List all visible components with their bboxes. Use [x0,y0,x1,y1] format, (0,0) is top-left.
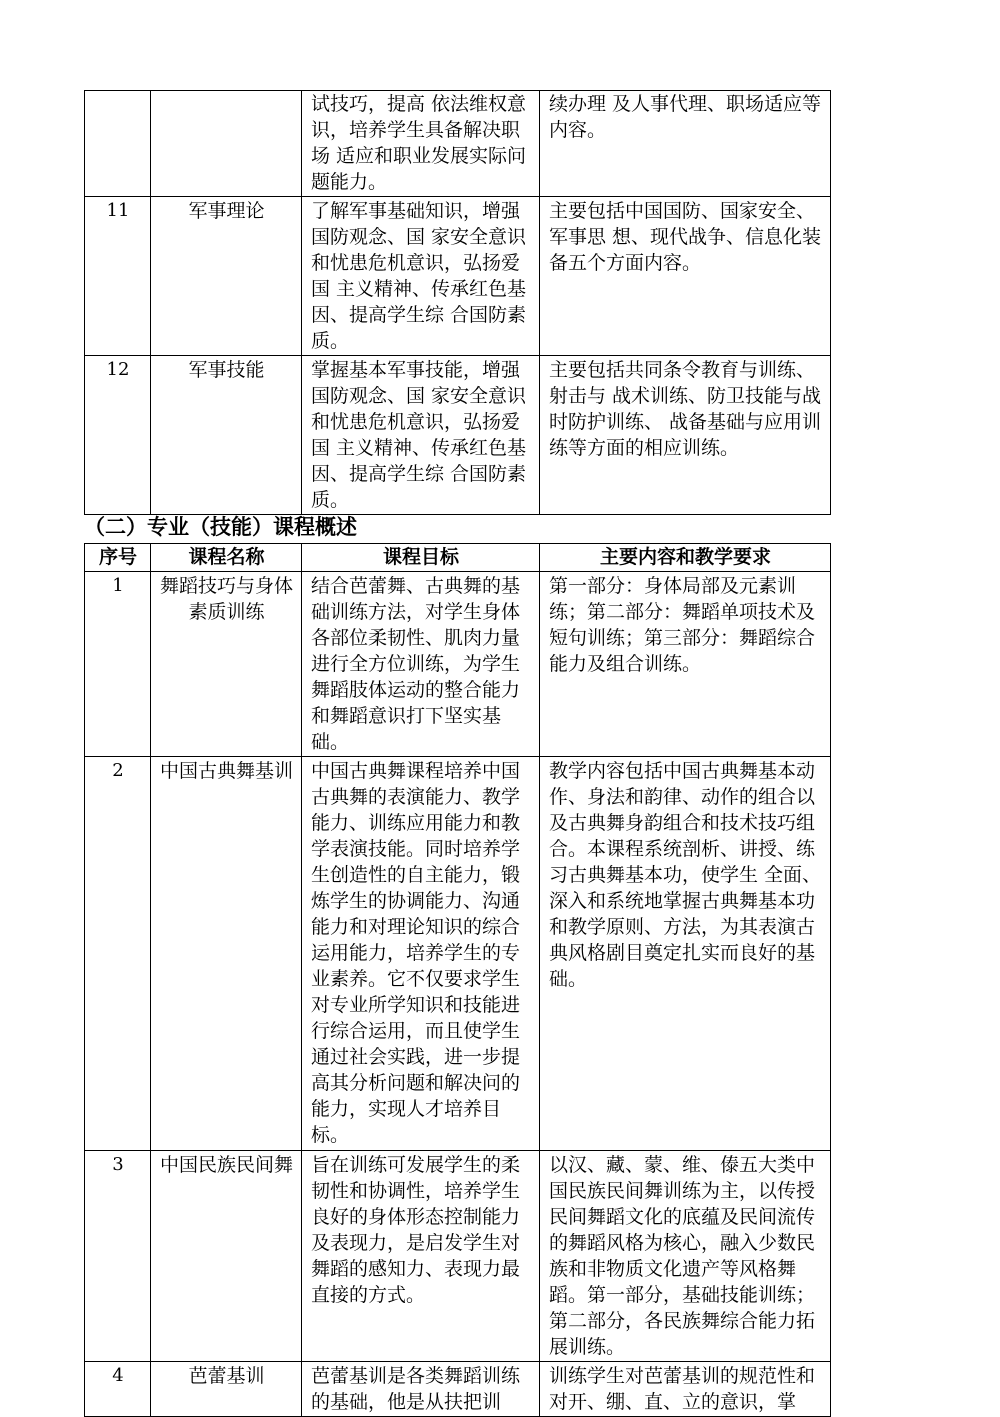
header-course-goal: 课程目标 [302,544,540,572]
header-number: 序号 [85,544,151,572]
course-number: 12 [85,356,151,515]
course-name [151,91,302,197]
course-number: 4 [85,1362,151,1417]
course-goal: 旨在训练可发展学生的柔韧性和协调性，培养学生良好的身体形态控制能力及表现力，是启发学生对舞蹈的感知力、表现力最直接的方式。 [302,1151,540,1362]
course-content: 主要包括共同条令教育与训练、射击与 战术训练、防卫技能与战时防护训练、 战备基础与应用训练等方面的相应训练。 [540,356,831,515]
table-row [85,757,831,1151]
table-row [85,572,831,757]
course-name: 中国民族民间舞 [151,1151,302,1362]
professional-courses-table [84,543,831,1417]
course-goal: 结合芭蕾舞、古典舞的基础训练方法，对学生身体各部位柔韧性、肌肉力量进行全方位训练，为学生舞蹈肢体运动的整合能力和舞蹈意识打下坚实基础。 [302,572,540,757]
course-name: 芭蕾基训 [151,1362,302,1417]
course-goal: 芭蕾基训是各类舞蹈训练的基础，他是从扶把训 [302,1362,540,1417]
course-goal: 了解军事基础知识，增强国防观念、国 家安全意识和忧患危机意识，弘扬爱国 主义精神、传承红色基因、提高学生综 合国防素质。 [302,197,540,356]
course-content: 主要包括中国国防、国家安全、军事思 想、现代战争、信息化装备五个方面内容。 [540,197,831,356]
course-name: 中国古典舞基训 [151,757,302,1151]
course-number [85,91,151,197]
course-content: 教学内容包括中国古典舞基本动作、身法和韵律、动作的组合以及古典舞身韵组合和技术技巧组合。本课程系统剖析、讲授、练习古典舞基本功，使学生 全面、深入和系统地掌握古典舞基本功和教学原则、方法，为其表演古典风格剧目奠定扎实而良好的基础。 [540,757,831,1151]
table-header-row [85,544,831,572]
header-course-content: 主要内容和教学要求 [540,544,831,572]
course-content: 训练学生对芭蕾基训的规范性和对开、绷、直、立的意识，掌 [540,1362,831,1417]
course-number: 3 [85,1151,151,1362]
course-content: 以汉、藏、蒙、维、傣五大类中国民族民间舞训练为主，以传授民间舞蹈文化的底蕴及民间流传的舞蹈风格为核心，融入少数民族和非物质文化遗产等风格舞蹈。第一部分，基础技能训练；第二部分，各民族舞综合能力拓展训练。 [540,1151,831,1362]
header-course-name: 课程名称 [151,544,302,572]
course-number: 1 [85,572,151,757]
table-row [85,356,831,515]
course-name: 军事理论 [151,197,302,356]
general-courses-table-continued [84,90,831,515]
table-row [85,91,831,197]
table-row [85,197,831,356]
course-name: 舞蹈技巧与身体素质训练 [151,572,302,757]
table-row [85,1151,831,1362]
course-number: 2 [85,757,151,1151]
course-goal: 掌握基本军事技能，增强国防观念、国 家安全意识和忧患危机意识，弘扬爱国 主义精神、传承红色基因、提高学生综 合国防素质。 [302,356,540,515]
course-goal: 中国古典舞课程培养中国古典舞的表演能力、教学能力、训练应用能力和教学表演技能。同时培养学生创造性的自主能力，锻炼学生的协调能力、沟通能力和对理论知识的综合运用能力，培养学生的专业素养。它不仅要求学生对专业所学知识和技能进行综合运用，而且使学生通过社会实践，进一步提高其分析问题和解决问的能力，实现人才培养目标。 [302,757,540,1151]
table-row [85,1362,831,1417]
course-goal: 试技巧，提高 依法维权意识，培养学生具备解决职场 适应和职业发展实际问题能力。 [302,91,540,197]
course-number: 11 [85,197,151,356]
section-heading: （二）专业（技能）课程概述 [84,515,357,539]
course-content: 第一部分：身体局部及元素训练；第二部分：舞蹈单项技术及短句训练；第三部分：舞蹈综合能力及组合训练。 [540,572,831,757]
course-name: 军事技能 [151,356,302,515]
course-content: 续办理 及人事代理、职场适应等内容。 [540,91,831,197]
